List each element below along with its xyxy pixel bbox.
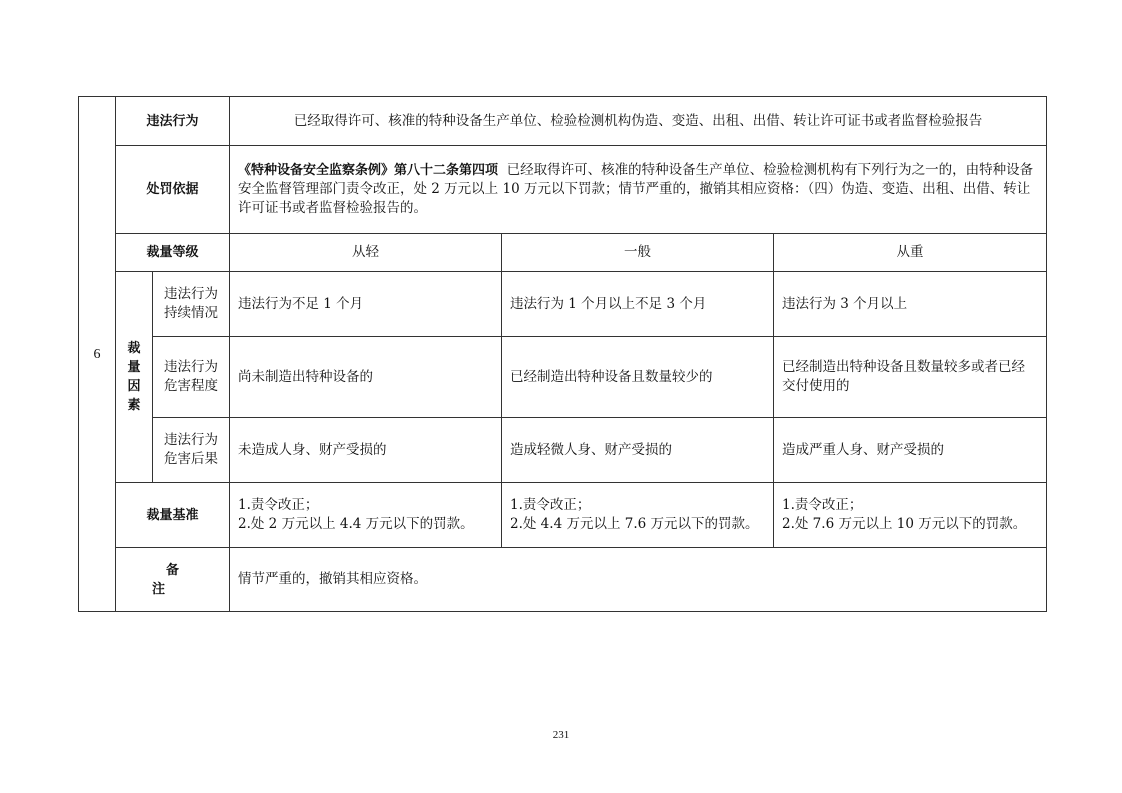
factors-label-char: 量 [127, 360, 141, 375]
level-light: 从轻 [230, 234, 502, 272]
levels-label: 裁量等级 [116, 234, 230, 272]
factor-label-line: 违法行为 [164, 359, 218, 375]
standard-heavy [774, 483, 1047, 548]
factor-duration-light: 违法行为不足 1 个月 [230, 272, 502, 337]
violation-label: 违法行为 [116, 97, 230, 146]
factor-label-line: 违法行为 [164, 432, 218, 448]
standard-light [230, 483, 502, 548]
factor-harm-degree-heavy: 已经制造出特种设备且数量较多或者已经交付使用的 [774, 337, 1047, 418]
violation-text: 已经取得许可、核准的特种设备生产单位、检验检测机构伪造、变造、出租、出借、转让许可证书或者监督检验报告 [230, 97, 1047, 146]
standard-heavy-line: 1.责令改正； [782, 497, 863, 513]
remarks-label: 备注 [152, 562, 208, 597]
remarks-label-cell [116, 548, 230, 612]
factor-harm-consequence-normal: 造成轻微人身、财产受损的 [502, 418, 774, 483]
basis-row [79, 146, 1047, 234]
factor-label-harm-consequence [153, 418, 230, 483]
factor-harm-consequence-heavy: 造成严重人身、财产受损的 [774, 418, 1047, 483]
factor-row-harm-degree [79, 337, 1047, 418]
factor-harm-degree-normal: 已经制造出特种设备且数量较少的 [502, 337, 774, 418]
basis-title: 《特种设备安全监察条例》第八十二条第四项 [238, 163, 499, 178]
remarks-text: 情节严重的，撤销其相应资格。 [230, 548, 1047, 612]
basis-cell [230, 146, 1047, 234]
factor-label-line: 危害程度 [164, 378, 218, 394]
standard-light-line: 2.处 2 万元以上 4.4 万元以下的罚款。 [238, 516, 474, 532]
standard-normal [502, 483, 774, 548]
level-heavy: 从重 [774, 234, 1047, 272]
standard-row [79, 483, 1047, 548]
level-normal: 一般 [502, 234, 774, 272]
levels-row [79, 234, 1047, 272]
factor-label-harm-degree [153, 337, 230, 418]
page-number: 231 [552, 729, 570, 741]
penalty-discretion-table [78, 96, 1047, 612]
factor-duration-normal: 违法行为 1 个月以上不足 3 个月 [502, 272, 774, 337]
standard-normal-line: 1.责令改正； [510, 497, 591, 513]
factor-duration-heavy: 违法行为 3 个月以上 [774, 272, 1047, 337]
standard-label: 裁量基准 [116, 483, 230, 548]
factor-label-duration [153, 272, 230, 337]
violation-row [79, 97, 1047, 146]
factor-harm-consequence-light: 未造成人身、财产受损的 [230, 418, 502, 483]
basis-label: 处罚依据 [116, 146, 230, 234]
factors-label-char: 因 [127, 379, 141, 394]
standard-normal-line: 2.处 4.4 万元以上 7.6 万元以下的罚款。 [510, 516, 759, 532]
basis-text: 已经取得许可、核准的特种设备生产单位、检验检测机构有下列行为之一的，由特种设备安全监督管理部门责令改正，处 2 万元以上 10 万元以下罚款；情节严重的，撤销其相应资格：（四）伪造、变造、出租、出借、转让许可证书或者监督检验报告的。 [238, 162, 1034, 216]
factor-row-harm-consequence [79, 418, 1047, 483]
factors-label-char: 素 [127, 398, 141, 413]
standard-heavy-line: 2.处 7.6 万元以上 10 万元以下的罚款。 [782, 516, 1027, 532]
factor-label-line: 违法行为 [164, 286, 218, 302]
factor-row-duration [79, 272, 1047, 337]
row-number: 6 [79, 97, 116, 612]
factors-label-char: 裁 [127, 341, 141, 356]
remarks-row [79, 548, 1047, 612]
factor-harm-degree-light: 尚未制造出特种设备的 [230, 337, 502, 418]
factors-label [116, 272, 153, 483]
factor-label-line: 危害后果 [164, 451, 218, 467]
factor-label-line: 持续情况 [164, 305, 218, 321]
standard-light-line: 1.责令改正； [238, 497, 319, 513]
